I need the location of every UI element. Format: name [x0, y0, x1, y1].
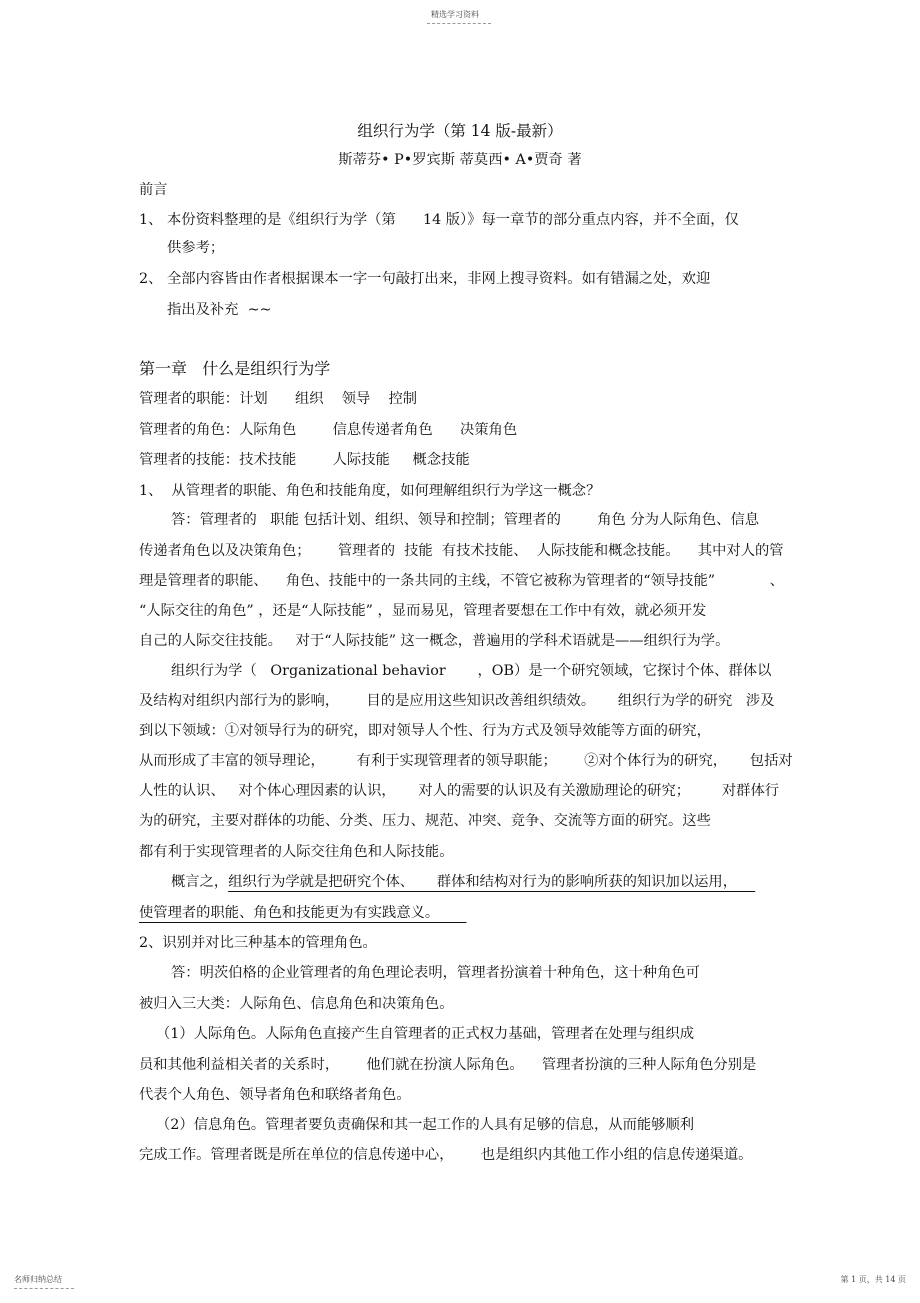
- summary-underlined: 使管理者的职能、角色和技能更为有实践意义。: [139, 905, 467, 921]
- answer-line: 被归入三大类：人际角色、信息角色和决策角色。: [139, 996, 454, 1012]
- preface-item-text: 供参考；: [167, 240, 225, 256]
- answer-line: 理是管理者的职能、 角色、技能中的一条共同的主线，不管它被称为管理者的“领导技能” 、: [139, 573, 784, 589]
- chapter-heading: 第一章 什么是组织行为学: [139, 359, 331, 378]
- role-paragraph-line: 完成工作。管理者既是所在单位的信息传递中心， 也是组织内其他工作小组的信息传递渠道。: [139, 1147, 753, 1163]
- preface-item-text: 全部内容皆由作者根据课本一字一句敲打出来，非网上搜寻资料。如有错漏之处，欢迎: [167, 271, 711, 287]
- document-authors: 斯蒂芬• P•罗宾斯 蒂莫西• A•贾奇 著: [338, 152, 582, 168]
- answer-line: 从而形成了丰富的领导理论， 有利于实现管理者的领导职能； ②对个体行为的研究， 包括对: [139, 753, 793, 769]
- summary-line: [171, 873, 755, 891]
- role-paragraph-line: （2）信息角色。管理者要负责确保和其一起工作的人具有足够的信息，从而能够顺利: [156, 1117, 695, 1133]
- manager-functions: 管理者的职能：计划 组织 领导 控制: [139, 391, 418, 407]
- header-label: 精选学习资料: [431, 10, 479, 19]
- document-title: 组织行为学（第 14 版-最新）: [357, 122, 563, 140]
- role-paragraph-line: 员和其他利益相关者的关系时， 他们就在扮演人际角色。 管理者扮演的三种人际角色分别是: [139, 1057, 757, 1073]
- summary-lead: 概言之，: [171, 874, 229, 890]
- answer-line: 答：明茨伯格的企业管理者的角色理论表明，管理者扮演着十种角色，这十种角色可: [171, 965, 700, 981]
- answer-line: “人际交往的角色” ，还是“人际技能” ，显而易见，管理者要想在工作中有效，就必须开发: [139, 603, 707, 619]
- answer-line: 为的研究，主要对群体的功能、分类、压力、规范、冲突、竞争、交流等方面的研究。这些: [139, 813, 711, 829]
- answer-line: 自己的人际交往技能。 对于“人际技能” 这一概念，普遍用的学科术语就是——组织行为学。: [139, 633, 730, 649]
- preface-item-text: 本份资料整理的是《组织行为学（第 14 版）》每一章节的部分重点内容，并不全面，仅: [167, 212, 739, 228]
- preface-item-number: 1、: [139, 212, 163, 228]
- question-1: 1、 从管理者的职能、角色和技能角度，如何理解组织行为学这一概念？: [139, 483, 601, 499]
- answer-line: 传递者角色以及决策角色； 管理者的 技能 有技术技能、 人际技能和概念技能。 其中对人的管: [139, 543, 784, 559]
- page-number: 第 1 页，共 14 页: [840, 1275, 906, 1284]
- answer-line: 人性的认识、 对个体心理因素的认识， 对人的需要的认识及有关激励理论的研究； 对群体行: [139, 783, 780, 799]
- preface-item-text: 指出及补充 ~~: [167, 302, 272, 318]
- role-paragraph-line: 代表个人角色、领导者角色和联络者角色。: [139, 1087, 411, 1103]
- answer-line: 答：管理者的 职能 包括计划、组织、领导和控制；管理者的 角色 分为人际角色、信息: [171, 512, 760, 528]
- footer-left-label: 名师归纳总结: [14, 1275, 62, 1284]
- summary-underlined: 组织行为学就是把研究个体、 群体和结构对行为的影响所获的知识加以运用，: [228, 874, 756, 890]
- answer-line: 组织行为学（ Organizational behavior ，OB）是一个研究领域，它探讨个体、群体以: [171, 663, 772, 679]
- header-divider: [427, 23, 491, 24]
- answer-line: 及结构对组织内部行为的影响， 目的是应用这些知识改善组织绩效。 组织行为学的研究 涉及: [139, 693, 775, 709]
- answer-line: 到以下领域：①对领导行为的研究，即对领导人个性、行为方式及领导效能等方面的研究，: [139, 723, 711, 739]
- preface-heading: 前言: [139, 182, 168, 198]
- answer-line: 都有利于实现管理者的人际交往角色和人际技能。: [139, 844, 454, 860]
- manager-skills: 管理者的技能：技术技能 人际技能 概念技能: [139, 452, 470, 468]
- manager-roles: 管理者的角色：人际角色 信息传递者角色 决策角色: [139, 422, 518, 438]
- preface-item-number: 2、: [139, 271, 163, 287]
- footer-divider: [14, 1288, 74, 1289]
- question-2: 2、识别并对比三种基本的管理角色。: [139, 935, 377, 951]
- role-paragraph-line: （1）人际角色。人际角色直接产生自管理者的正式权力基础，管理者在处理与组织成: [156, 1026, 695, 1042]
